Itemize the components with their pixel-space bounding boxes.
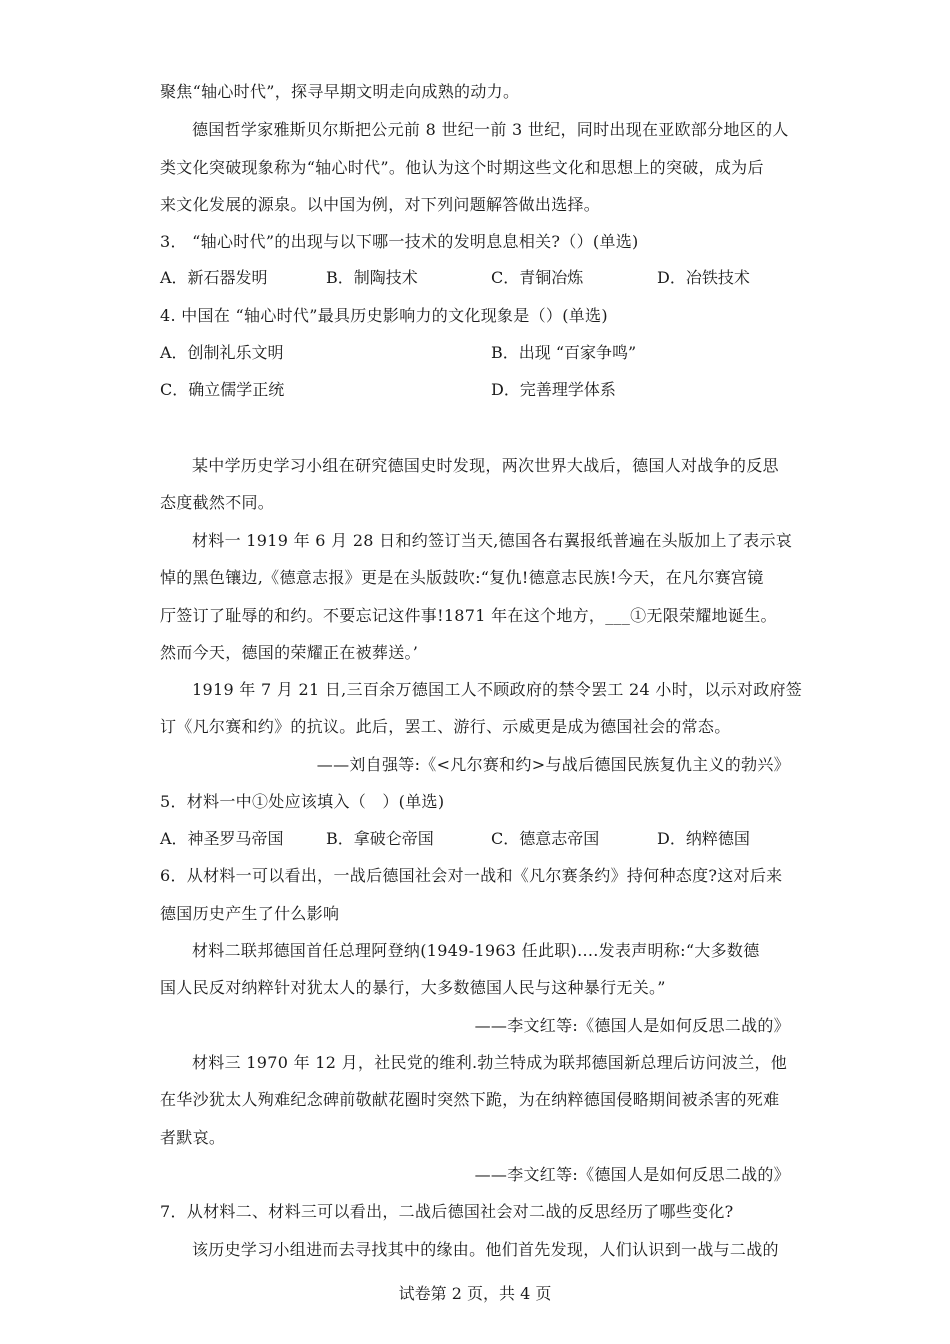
intro-paragraph-line: 来文化发展的源泉。以中国为例，对下列问题解答做出选择。 [160, 195, 601, 214]
question-4-stem: 4. 中国在 “轴心时代”最具历史影响力的文化现象是（）(单选) [160, 306, 608, 325]
material-1-line: 材料一 1919 年 6 月 28 日和约签订当天,德国各右翼报纸普遍在头版加上了表示哀 [192, 531, 793, 550]
material-3-line: 者默哀。 [160, 1128, 226, 1147]
question-5-option-b[interactable]: B．拿破仑帝国 [326, 829, 434, 848]
material-1b-line: 订《凡尔赛和约》的抗议。此后，罢工、游行、示威更是成为德国社会的常态。 [160, 717, 731, 736]
question-6-line: 德国历史产生了什么影响 [160, 904, 340, 923]
question-5-option-a[interactable]: A．神圣罗马帝国 [160, 829, 284, 848]
question-4-option-b[interactable]: B．出现 “百家争鸣” [491, 343, 637, 362]
material-3-line: 在华沙犹太人殉难纪念碑前敬献花圈时突然下跪，为在纳粹德国侵略期间被杀害的死难 [160, 1090, 780, 1109]
material-1b-line: 1919 年 7 月 21 日,三百余万德国工人不顾政府的禁令罢工 24 小时，以示对政府签 [192, 680, 803, 699]
question-3-stem: 3． “轴心时代”的出现与以下哪一技术的发明息息相关?（）(单选) [160, 232, 639, 251]
intro-paragraph-line: 类文化突破现象称为“轴心时代”。他认为这个时期这些文化和思想上的突破，成为后 [160, 158, 764, 177]
question-4-option-a[interactable]: A．创制礼乐文明 [160, 343, 284, 362]
material-2-line: 材料二联邦德国首任总理阿登纳(1949-1963 任此职)....发表声明称:“大多数德 [192, 941, 760, 960]
question-4-option-c[interactable]: C．确立儒学正统 [160, 380, 285, 399]
question-5-stem: 5．材料一中①处应该填入（ ）(单选) [160, 792, 445, 811]
question-6-line: 6．从材料一可以看出，一战后德国社会对一战和《凡尔赛条约》持何种态度?这对后来 [160, 866, 783, 885]
question-5-option-c[interactable]: C．德意志帝国 [491, 829, 600, 848]
material-2-line: 国人民反对纳粹针对犹太人的暴行，大多数德国人民与这种暴行无关。” [160, 978, 666, 997]
material-3-source: ——李文红等:《德国人是如何反思二战的》 [474, 1165, 790, 1184]
material-1-line: 厅签订了耻辱的和约。不要忘记这件事!1871 年在这个地方，___①无限荣耀地诞生。 [160, 606, 777, 625]
page-footer: 试卷第 2 页，共 4 页 [398, 1284, 552, 1303]
material-1-source: ——刘自强等:《<凡尔赛和约>与战后德国民族复仇主义的勃兴》 [316, 755, 790, 774]
material-2-source: ——李文红等:《德国人是如何反思二战的》 [474, 1016, 790, 1035]
question-3-option-c[interactable]: C．青铜冶炼 [491, 268, 584, 287]
question-5-option-d[interactable]: D．纳粹德国 [657, 829, 750, 848]
closing-paragraph-line: 该历史学习小组进而去寻找其中的缘由。他们首先发现，人们认识到一战与二战的 [192, 1240, 779, 1259]
question-3-option-a[interactable]: A．新石器发明 [160, 268, 268, 287]
question-4-option-d[interactable]: D．完善理学体系 [491, 380, 616, 399]
section-2-intro-line: 某中学历史学习小组在研究德国史时发现，两次世界大战后，德国人对战争的反思 [192, 456, 779, 475]
material-1-line: 然而今天，德国的荣耀正在被葬送。’ [160, 643, 419, 662]
question-7-stem: 7．从材料二、材料三可以看出，二战后德国社会对二战的反思经历了哪些变化? [160, 1202, 734, 1221]
section-2-intro-line: 态度截然不同。 [160, 493, 275, 512]
question-3-option-d[interactable]: D．冶铁技术 [657, 268, 750, 287]
question-3-option-b[interactable]: B．制陶技术 [326, 268, 418, 287]
material-1-line: 悼的黑色镶边,《德意志报》更是在头版鼓吹:“复仇!德意志民族!今天，在凡尔赛宫镜 [160, 568, 764, 587]
intro-paragraph-line: 德国哲学家雅斯贝尔斯把公元前 8 世纪一前 3 世纪，同时出现在亚欧部分地区的人 [192, 120, 789, 139]
material-3-line: 材料三 1970 年 12 月，社民党的维利.勃兰特成为联邦德国新总理后访问波兰，他 [192, 1053, 788, 1072]
section-heading: 聚焦“轴心时代”，探寻早期文明走向成熟的动力。 [160, 82, 520, 101]
